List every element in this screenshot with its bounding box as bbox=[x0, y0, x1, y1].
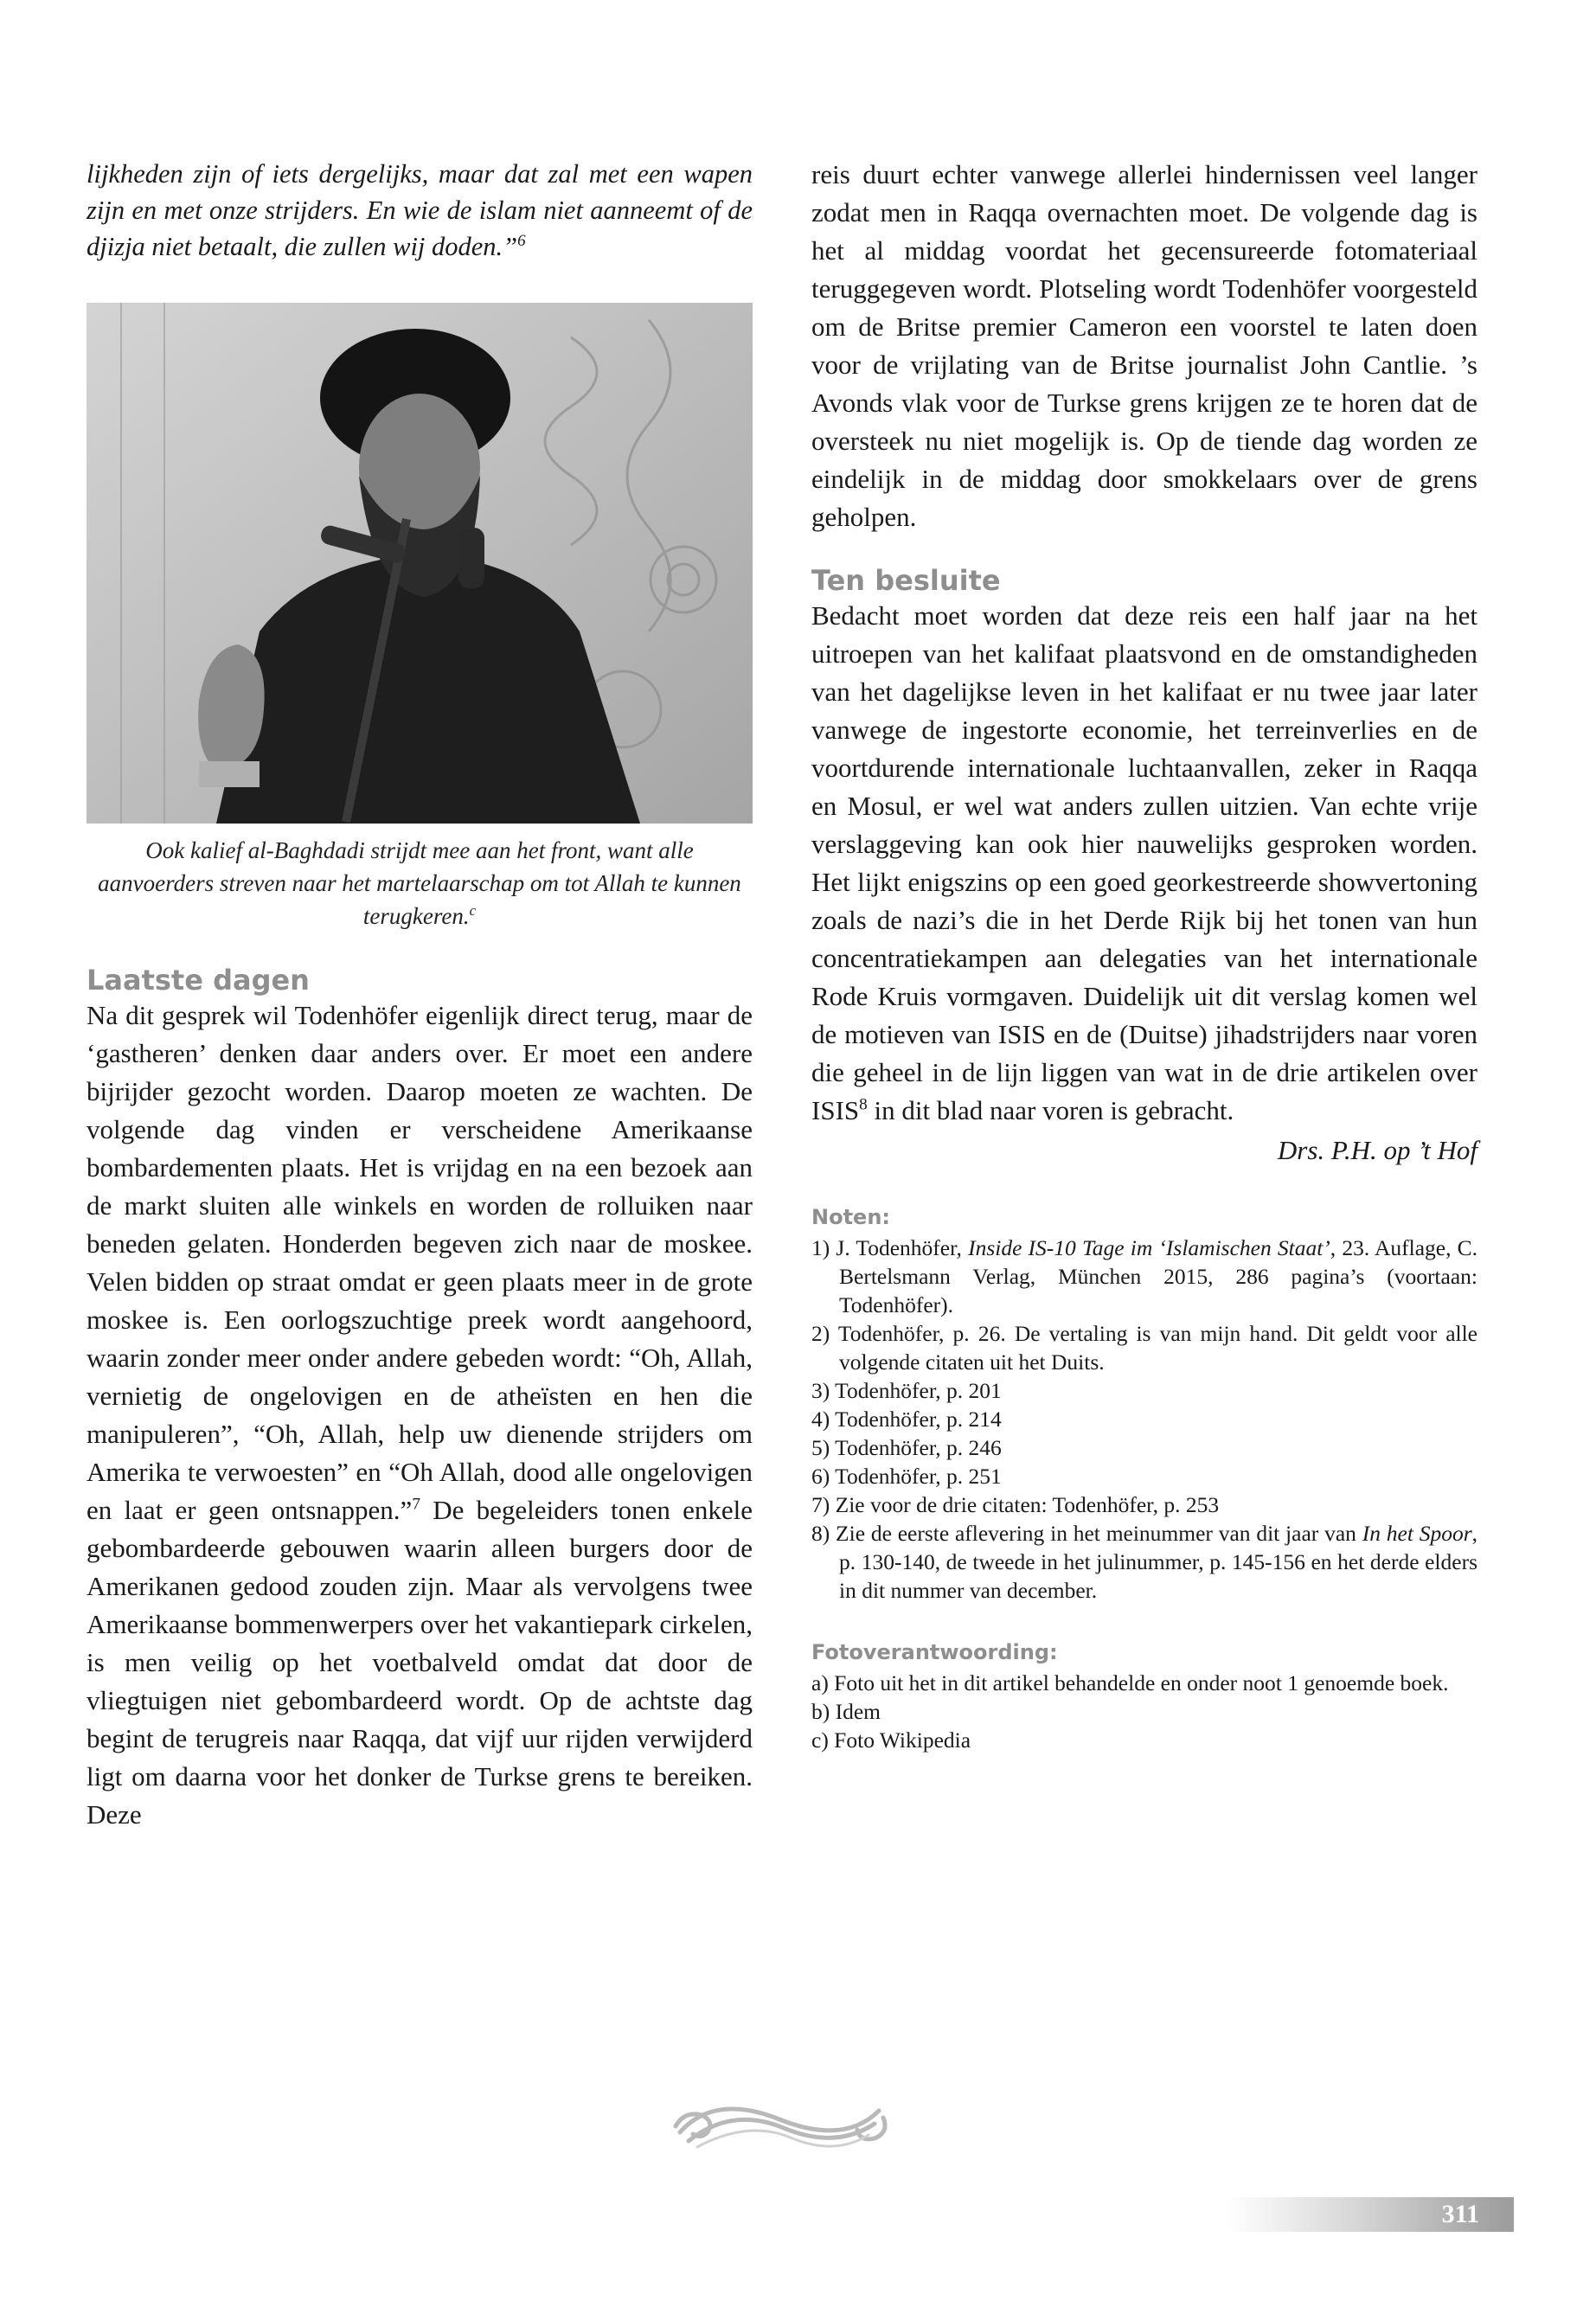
note-item: 2) Todenhöfer, p. 26. De vertaling is van mijn hand. Dit geldt voor alle volgende citaten uit het Duits. bbox=[811, 1321, 1477, 1375]
note-item: 8) Zie de eerste aflevering in het meinummer van dit jaar van In het Spoor, p. 130-140, de tweede in het julinummer, p. 145-156 en het derde elders in dit nummer van december. bbox=[811, 1521, 1477, 1603]
right-column bbox=[811, 156, 1477, 1754]
page-number: 311 bbox=[1441, 2200, 1479, 2228]
section-heading-ten-besluite: Ten besluite bbox=[811, 564, 1001, 597]
photo-credit-ref[interactable]: c bbox=[469, 902, 477, 919]
body-text-part: in dit blad naar voren is gebracht. bbox=[867, 1095, 1234, 1125]
body-paragraph bbox=[87, 997, 753, 1834]
note-item: 1) J. Todenhöfer, Inside IS-10 Tage im ‘Islamischen Staat’, 23. Auflage, C. Bertelsmann Verlag, München 2015, 286 pagina’s (voortaan: Todenhöfer). bbox=[811, 1235, 1477, 1317]
footnote-ref[interactable]: 7 bbox=[412, 1495, 420, 1514]
photo-caption bbox=[87, 834, 753, 933]
note-item: 4) Todenhöfer, p. 214 bbox=[811, 1407, 1002, 1432]
body-paragraph: reis duurt echter vanwege allerlei hindernissen veel langer zodat men in Raqqa overnachten moet. De volgende dag is het al middag voordat het gecensureerde fotomateriaal teruggegeven wordt. Plotseling wordt Todenhöfer voorgesteld om de Britse premier Cameron een voorstel te laten doen voor de vrijlating van de Britse journalist John Cantlie. ’s Avonds vlak voor de Turkse grens krijgen ze te horen dat de oversteek nu niet mogelijk is. Op de tiende dag worden ze eindelijk in de middag door smokkelaars over de grens geholpen. bbox=[811, 159, 1477, 532]
caption-text: Ook kalief al-Baghdadi strijdt mee aan het front, want alle aanvoerders streven naar het martelaarschap om tot Allah te kunnen terugkeren. bbox=[98, 837, 741, 929]
portrait-photo-illustration bbox=[87, 303, 753, 824]
footnote-ref[interactable]: 6 bbox=[517, 231, 526, 250]
notes-heading: Noten: bbox=[811, 1205, 891, 1229]
photo-credits-list bbox=[811, 1669, 1477, 1754]
note-item: 6) Todenhöfer, p. 251 bbox=[811, 1464, 1002, 1489]
conclusion-paragraph bbox=[811, 597, 1477, 1130]
author-signature: Drs. P.H. op ’t Hof bbox=[1277, 1135, 1477, 1165]
notes-list bbox=[811, 1234, 1477, 1605]
flourish-ornament-icon bbox=[663, 2085, 896, 2163]
photo-credit-item: c) Foto Wikipedia bbox=[811, 1727, 971, 1753]
note-item: 5) Todenhöfer, p. 246 bbox=[811, 1435, 1002, 1460]
section-heading-laatste-dagen: Laatste dagen bbox=[87, 964, 310, 997]
body-text-part: De begeleiders tonen enkele gebombardeerde gebouwen waarin alleen burgers door de Amerikanen gedood zouden zijn. Maar als vervolgens twee Amerikaanse bommenwerpers over het vakantiepark cirkelen, is men veilig op het voetbalveld omdat dat door de vliegtuigen niet gebombardeerd wordt. Op de achtste dag begint de terugreis naar Raqqa, dat vijf uur rijden verwijderd ligt om daarna voor het donker de Turkse grens te bereiken. Deze bbox=[87, 1495, 753, 1830]
photo-credit-item: a) Foto uit het in dit artikel behandelde en onder noot 1 genoemde boek. bbox=[811, 1670, 1449, 1695]
body-text-part: Bedacht moet worden dat deze reis een half jaar na het uitroepen van het kalifaat plaatsvond en de omstandigheden van het dagelijkse leven in het kalifaat er nu twee jaar later vanwege de ingestorte economie, het terreinverlies en de voortdurende internationale luchtaanvallen, zeker in Raqqa en Mosul, er wel wat anders zullen uitzien. Van echte vrije verslaggeving kan ook hier nauwelijks gesproken worden. Het lijkt enigszins op een goed georkestreerde showvertoning zoals de nazi’s die in het Derde Rijk bij het tonen van hun concentratiekampen aan delegaties van het internationale Rode Kruis vormgaven. Duidelijk uit dit verslag komen wel de motieven van ISIS en de (Duitse) jihadstrijders naar voren die geheel in de lijn liggen van wat in de drie artikelen over ISIS bbox=[811, 600, 1477, 1125]
page-edge-marker bbox=[1503, 2197, 1514, 2232]
left-column bbox=[87, 156, 753, 1834]
photo-credits-heading: Fotoverantwoording: bbox=[811, 1640, 1058, 1664]
note-item: 3) Todenhöfer, p. 201 bbox=[811, 1378, 1002, 1403]
quote-text: lijkheden zijn of iets dergelijks, maar dat zal met een wapen zijn en met onze strijders. En wie de islam niet aanneemt of de djizja niet betaalt, die zullen wij doden.” bbox=[87, 159, 753, 261]
note-item: 7) Zie voor de drie citaten: Todenhöfer, p. 253 bbox=[811, 1492, 1220, 1517]
footnote-ref[interactable]: 8 bbox=[859, 1095, 868, 1114]
quote-paragraph bbox=[87, 156, 753, 265]
photo-credit-item: b) Idem bbox=[811, 1699, 881, 1724]
photo-al-baghdadi bbox=[87, 303, 753, 824]
body-text-part: Na dit gesprek wil Todenhöfer eigenlijk direct terug, maar de ‘gastheren’ denken daar anders over. Er moet een andere bijrijder gezocht worden. Daarop moeten ze wachten. De volgende dag vinden er verscheidene Amerikaanse bombardementen plaats. Het is vrijdag en na een bezoek aan de markt sluiten alle winkels en worden de rolluiken naar beneden gelaten. Honderden begeven zich naar de moskee. Velen bidden op straat omdat er geen plaats meer in de grote moskee is. Een oorlogszuchtige preek wordt aangehoord, waarin zonder meer onder andere gebeden wordt: “Oh, Allah, vernietig de ongelovigen en de atheïsten en hen die manipuleren”, “Oh, Allah, help uw dienende strijders om Amerika te verwoesten” en “Oh Allah, dood alle ongelovigen en laat er geen ontsnappen.” bbox=[87, 1000, 753, 1525]
